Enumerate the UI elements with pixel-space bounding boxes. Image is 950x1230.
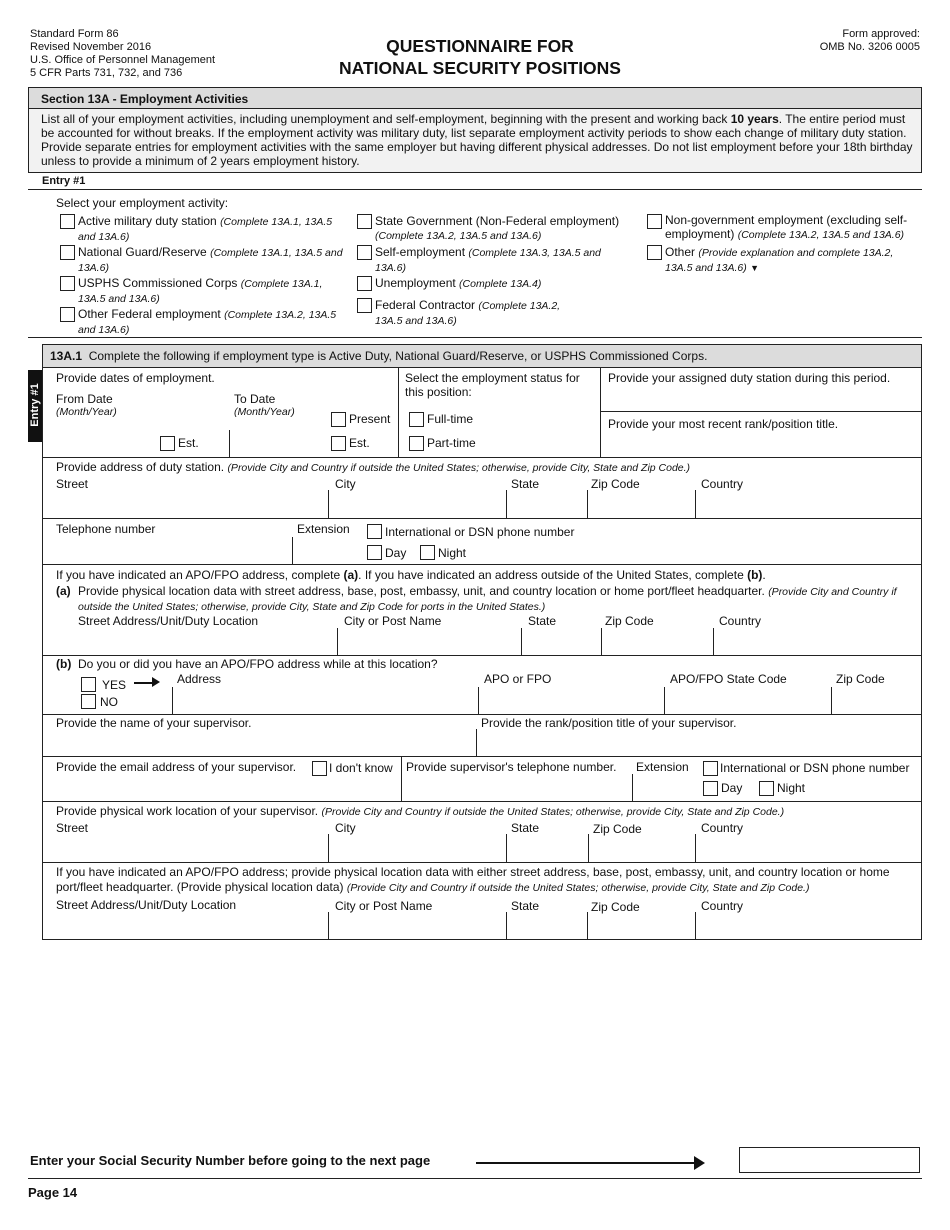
- from-date-input[interactable]: [56, 428, 156, 454]
- opt-label: Federal Contractor: [375, 298, 476, 312]
- apo2-street-input[interactable]: [56, 914, 324, 939]
- page-title: [300, 35, 660, 79]
- ssn-input[interactable]: [739, 1147, 920, 1173]
- apo2-state-label: State: [511, 899, 540, 913]
- apo-address-label: Address: [177, 672, 222, 686]
- section-13a1-header: [42, 344, 922, 368]
- ssn-arrow-icon: [476, 1162, 696, 1164]
- state-government-checkbox[interactable]: [357, 214, 372, 229]
- opt-other-activity: [665, 245, 920, 275]
- apo-no-label: NO: [100, 695, 118, 709]
- sup-state-input[interactable]: [509, 836, 585, 861]
- zip-input[interactable]: [590, 492, 692, 517]
- sup-name-label: Provide the name of your supervisor.: [56, 716, 252, 730]
- opt-label: State Government (Non-Federal employment): [375, 214, 620, 228]
- active-military-checkbox[interactable]: [60, 214, 75, 229]
- opt-label: Self-employment: [375, 245, 466, 259]
- status-prompt: Select the employment status for this position:: [405, 371, 580, 399]
- opt-label: USPHS Commissioned Corps: [78, 276, 238, 290]
- omb-number: OMB No. 3206 0005: [819, 41, 920, 53]
- sup-phone-input[interactable]: [404, 776, 628, 800]
- apo-address-input[interactable]: [176, 688, 474, 713]
- sup-loc-note: (Provide City and Country if outside the United States; otherwise, provide City, State and Zip Code.): [321, 806, 785, 818]
- sup-intl-label: International or DSN phone number: [720, 761, 910, 775]
- opt-label: Non-government employment (excluding self-employment): [665, 213, 908, 241]
- opt-non-government: [665, 213, 925, 242]
- a-zip-input[interactable]: [604, 630, 710, 654]
- national-guard-checkbox[interactable]: [60, 245, 75, 260]
- city-input[interactable]: [331, 492, 503, 517]
- a-state-input[interactable]: [524, 630, 598, 654]
- apo-intro-2: . If you have indicated an address outside of the United States, complete: [358, 568, 748, 582]
- night-checkbox[interactable]: [420, 545, 435, 560]
- apo-yes-checkbox[interactable]: [81, 677, 96, 692]
- apo-fpo-label: APO or FPO: [484, 672, 552, 686]
- street-label: Street: [56, 477, 89, 491]
- apo-intro-a: (a): [343, 568, 359, 582]
- other-activity-checkbox[interactable]: [647, 245, 662, 260]
- other-federal-checkbox[interactable]: [60, 307, 75, 322]
- sup-street-label: Street: [56, 821, 89, 835]
- sup-ext-input[interactable]: [635, 776, 697, 800]
- sup-phone-label: Provide supervisor's telephone number.: [406, 760, 617, 774]
- opt-note: (Complete 13A.2, 13A.5 and 13A.6): [375, 300, 561, 327]
- part-a-note: (Provide City and Country if outside the United States; otherwise, provide City, State and Zip Code for ports in the United States.): [78, 586, 897, 613]
- apo-intro-3: .: [762, 568, 766, 582]
- present-label: Present: [349, 412, 391, 426]
- opt-label: Unemployment: [375, 276, 456, 290]
- sup-intl-checkbox[interactable]: [703, 761, 718, 776]
- address-prompt-text: Provide address of duty station.: [56, 460, 225, 474]
- instructions-text: [41, 112, 913, 168]
- section-num: 13A.1: [50, 349, 83, 363]
- omb-block: [820, 28, 920, 54]
- sup-email-label: Provide the email address of your supervisor.: [56, 760, 297, 774]
- opt-note: (Provide explanation and complete 13A.2, 13A.5 and 13A.6): [665, 247, 894, 274]
- sup-loc-text: Provide physical work location of your supervisor.: [56, 804, 319, 818]
- section-13a1-heading: [50, 349, 707, 363]
- opt-note: (Complete 13A.2, 13A.5 and 13A.6): [375, 230, 542, 242]
- activity-prompt: Select your employment activity:: [56, 196, 229, 210]
- opt-note: (Complete 13A.2, 13A.5 and 13A.6): [737, 229, 905, 241]
- sup-day-checkbox[interactable]: [703, 781, 718, 796]
- opt-label: Other: [665, 245, 696, 259]
- intl-phone-checkbox[interactable]: [367, 524, 382, 539]
- opt-label: Other Federal employment: [78, 307, 221, 321]
- sup-day-label: Day: [721, 781, 743, 795]
- instructions-bold: 10 years: [730, 112, 779, 126]
- rank-input[interactable]: [602, 432, 920, 456]
- sup-loc-prompt: [56, 804, 784, 819]
- part-b-label: (b): [56, 657, 72, 671]
- page-number: Page 14: [28, 1185, 78, 1200]
- opt-note: (Complete 13A.4): [459, 278, 542, 290]
- opt-label: Active military duty station: [78, 214, 217, 228]
- form-id-block: [30, 28, 215, 80]
- to-date-hint: (Month/Year): [234, 406, 295, 418]
- country-input[interactable]: [698, 492, 918, 517]
- apo-state-code-label: APO/FPO State Code: [670, 672, 787, 686]
- self-employment-checkbox[interactable]: [357, 245, 372, 260]
- apo-yes-label: YES: [102, 678, 127, 692]
- full-time-checkbox[interactable]: [409, 412, 424, 427]
- entry-side-tab: [28, 370, 42, 442]
- entry-side-tab-label: Entry #1: [29, 383, 41, 427]
- dates-prompt: Provide dates of employment.: [56, 371, 215, 385]
- apo2-city-input[interactable]: [331, 914, 503, 939]
- apo-intro-1: If you have indicated an APO/FPO address, complete: [56, 568, 344, 582]
- sup-zip-label: Zip Code: [593, 822, 642, 836]
- sup-name-input[interactable]: [56, 730, 472, 755]
- city-post-label: City or Post Name: [344, 614, 442, 628]
- opt-note: (Complete 13A.3, 13A.5 and 13A.6): [375, 247, 601, 274]
- a-city-input[interactable]: [340, 630, 518, 654]
- apo-intro: [56, 568, 766, 582]
- opt-national-guard: [78, 245, 348, 275]
- opt-note: (Complete 13A.2, 13A.5 and 13A.6): [78, 309, 337, 336]
- country-label: Country: [701, 477, 744, 491]
- full-time-label: Full-time: [427, 412, 474, 426]
- instructions-pre: List all of your employment activities, including unemployment and self-employment, beginning with the present and working back: [41, 112, 731, 126]
- title-line-2: NATIONAL SECURITY POSITIONS: [339, 58, 621, 78]
- to-est-checkbox[interactable]: [331, 436, 346, 451]
- opt-other-federal: [78, 307, 348, 337]
- from-est-checkbox[interactable]: [160, 436, 175, 451]
- dont-know-checkbox[interactable]: [312, 761, 327, 776]
- yes-arrow-icon: [134, 682, 154, 684]
- opt-label: National Guard/Reserve: [78, 245, 207, 259]
- form-agency: U.S. Office of Personnel Management: [30, 54, 216, 66]
- apo2-zip-label: Zip Code: [591, 900, 640, 914]
- a-country-label: Country: [719, 614, 762, 628]
- a-zip-label: Zip Code: [605, 614, 654, 628]
- apo2-country-input[interactable]: [698, 914, 918, 939]
- from-date-hint: (Month/Year): [56, 406, 117, 418]
- a-state-label: State: [528, 614, 557, 628]
- opt-self-employment: [375, 245, 630, 275]
- part-a-body: Provide physical location data with street address, base, post, embassy, unit, and country location or home port/fleet headquarter.: [78, 584, 765, 598]
- opt-note: (Complete 13A.1, 13A.5 and 13A.6): [78, 216, 333, 243]
- apo-no-checkbox[interactable]: [81, 694, 96, 709]
- street-input[interactable]: [56, 492, 324, 517]
- present-checkbox[interactable]: [331, 412, 346, 427]
- extension-label: Extension: [297, 522, 350, 536]
- state-input[interactable]: [509, 492, 584, 517]
- apo-fpo-input[interactable]: [481, 688, 661, 713]
- address-prompt: [56, 460, 690, 475]
- caret-down-icon[interactable]: ▼: [750, 263, 759, 273]
- rank-prompt: Provide your most recent rank/position title.: [608, 417, 839, 431]
- sup-zip-input[interactable]: [591, 836, 692, 861]
- apo-zip-label: Zip Code: [836, 672, 885, 686]
- opt-note: (Complete 13A.1, 13A.5 and 13A.6): [78, 247, 343, 274]
- to-date-input[interactable]: [232, 428, 327, 454]
- sup-city-label: City: [335, 821, 356, 835]
- sup-city-input[interactable]: [331, 836, 503, 861]
- from-est-label: Est.: [178, 436, 199, 450]
- sup-email-input[interactable]: [56, 776, 398, 800]
- opt-usphs: [78, 276, 348, 306]
- part-a-text: [78, 584, 922, 614]
- apo2-text: If you have indicated an APO/FPO address; provide physical location data with either street address, base, post, embassy, unit, and country location or home port/fleet headquarter. (Provide physical location data): [56, 865, 890, 894]
- apo-state-code-input[interactable]: [667, 688, 827, 713]
- street-unit-label: Street Address/Unit/Duty Location: [78, 614, 259, 628]
- sup-rank-input[interactable]: [480, 730, 918, 755]
- federal-contractor-checkbox[interactable]: [357, 298, 372, 313]
- instructions-post: . The entire period must be accounted for without breaks. If the employment activity was military duty, list separate employment activity periods to show each change of military duty station. Provide separate entries for employment activities with the same employer but having different physical addresses. Do not list employment before your 18th birthday unless to provide a minimum of 2 years employment history.: [41, 112, 913, 168]
- to-est-label: Est.: [349, 436, 370, 450]
- apo2-zip-input[interactable]: [590, 914, 692, 939]
- night-label: Night: [438, 546, 467, 560]
- form-revision: Revised November 2016: [30, 41, 152, 53]
- part-a-label: (a): [56, 584, 71, 598]
- opt-unemployment: [375, 276, 630, 291]
- telephone-input[interactable]: [56, 538, 288, 563]
- to-date-label: To Date: [234, 392, 276, 406]
- opt-active-military: [78, 214, 348, 244]
- sup-night-label: Night: [777, 781, 806, 795]
- apo2-street-label: Street Address/Unit/Duty Location: [56, 898, 237, 912]
- sup-country-input[interactable]: [698, 836, 918, 861]
- part-time-checkbox[interactable]: [409, 436, 424, 451]
- sup-ext-label: Extension: [636, 760, 689, 774]
- apo-intro-b: (b): [747, 568, 763, 582]
- yes-arrowhead-icon: [152, 677, 160, 687]
- sup-rank-label: Provide the rank/position title of your supervisor.: [481, 716, 737, 730]
- section-heading-text: Complete the following if employment type is Active Duty, National Guard/Reserve, or USPHS Commissioned Corps.: [88, 349, 708, 363]
- section-title-bar: [28, 87, 922, 109]
- form-cfr: 5 CFR Parts 731, 732, and 736: [30, 67, 183, 79]
- part-b-text: Do you or did you have an APO/FPO address while at this location?: [78, 657, 438, 671]
- apo2-city-label: City or Post Name: [335, 899, 433, 913]
- sup-country-label: Country: [701, 821, 744, 835]
- address-prompt-note: (Provide City and Country if outside the United States; otherwise, provide City, State and Zip Code.): [227, 462, 691, 474]
- form-number: Standard Form 86: [30, 28, 119, 40]
- instructions-box: [28, 109, 922, 172]
- part-b-question: [56, 657, 438, 671]
- intl-phone-label: International or DSN phone number: [385, 525, 575, 539]
- sup-street-input[interactable]: [56, 836, 324, 861]
- city-label: City: [335, 477, 356, 491]
- apo2-note: (Provide City and Country if outside the United States; otherwise, provide City, State and Zip Code.): [346, 882, 810, 894]
- non-government-checkbox[interactable]: [647, 214, 662, 229]
- apo2-country-label: Country: [701, 899, 744, 913]
- opt-note: (Complete 13A.1, 13A.5 and 13A.6): [78, 278, 323, 305]
- apo-zip-input[interactable]: [834, 688, 918, 713]
- apo2-prompt: [56, 865, 922, 896]
- form-approved: Form approved:: [842, 28, 920, 40]
- state-label: State: [511, 477, 540, 491]
- part-time-label: Part-time: [427, 436, 476, 450]
- duty-station-input[interactable]: [602, 386, 920, 410]
- zip-label: Zip Code: [591, 477, 640, 491]
- apo2-state-input[interactable]: [509, 914, 584, 939]
- a-street-input[interactable]: [78, 630, 333, 654]
- duty-station-prompt: Provide your assigned duty station during this period.: [608, 371, 891, 385]
- usphs-checkbox[interactable]: [60, 276, 75, 291]
- telephone-label: Telephone number: [56, 522, 156, 536]
- a-country-input[interactable]: [716, 630, 918, 654]
- opt-federal-contractor: [375, 298, 585, 328]
- sup-night-checkbox[interactable]: [759, 781, 774, 796]
- opt-state-government: [375, 214, 640, 243]
- day-checkbox[interactable]: [367, 545, 382, 560]
- from-date-label: From Date: [56, 392, 113, 406]
- day-label: Day: [385, 546, 407, 560]
- unemployment-checkbox[interactable]: [357, 276, 372, 291]
- entry-label: Entry #1: [42, 175, 86, 187]
- section-title: Section 13A - Employment Activities: [41, 92, 249, 106]
- dont-know-label: I don't know: [329, 761, 393, 775]
- ssn-arrowhead-icon: [694, 1156, 705, 1170]
- ssn-prompt: Enter your Social Security Number before going to the next page: [30, 1153, 431, 1168]
- sup-state-label: State: [511, 821, 540, 835]
- title-line-1: QUESTIONNAIRE FOR: [386, 36, 574, 56]
- extension-input[interactable]: [296, 538, 358, 563]
